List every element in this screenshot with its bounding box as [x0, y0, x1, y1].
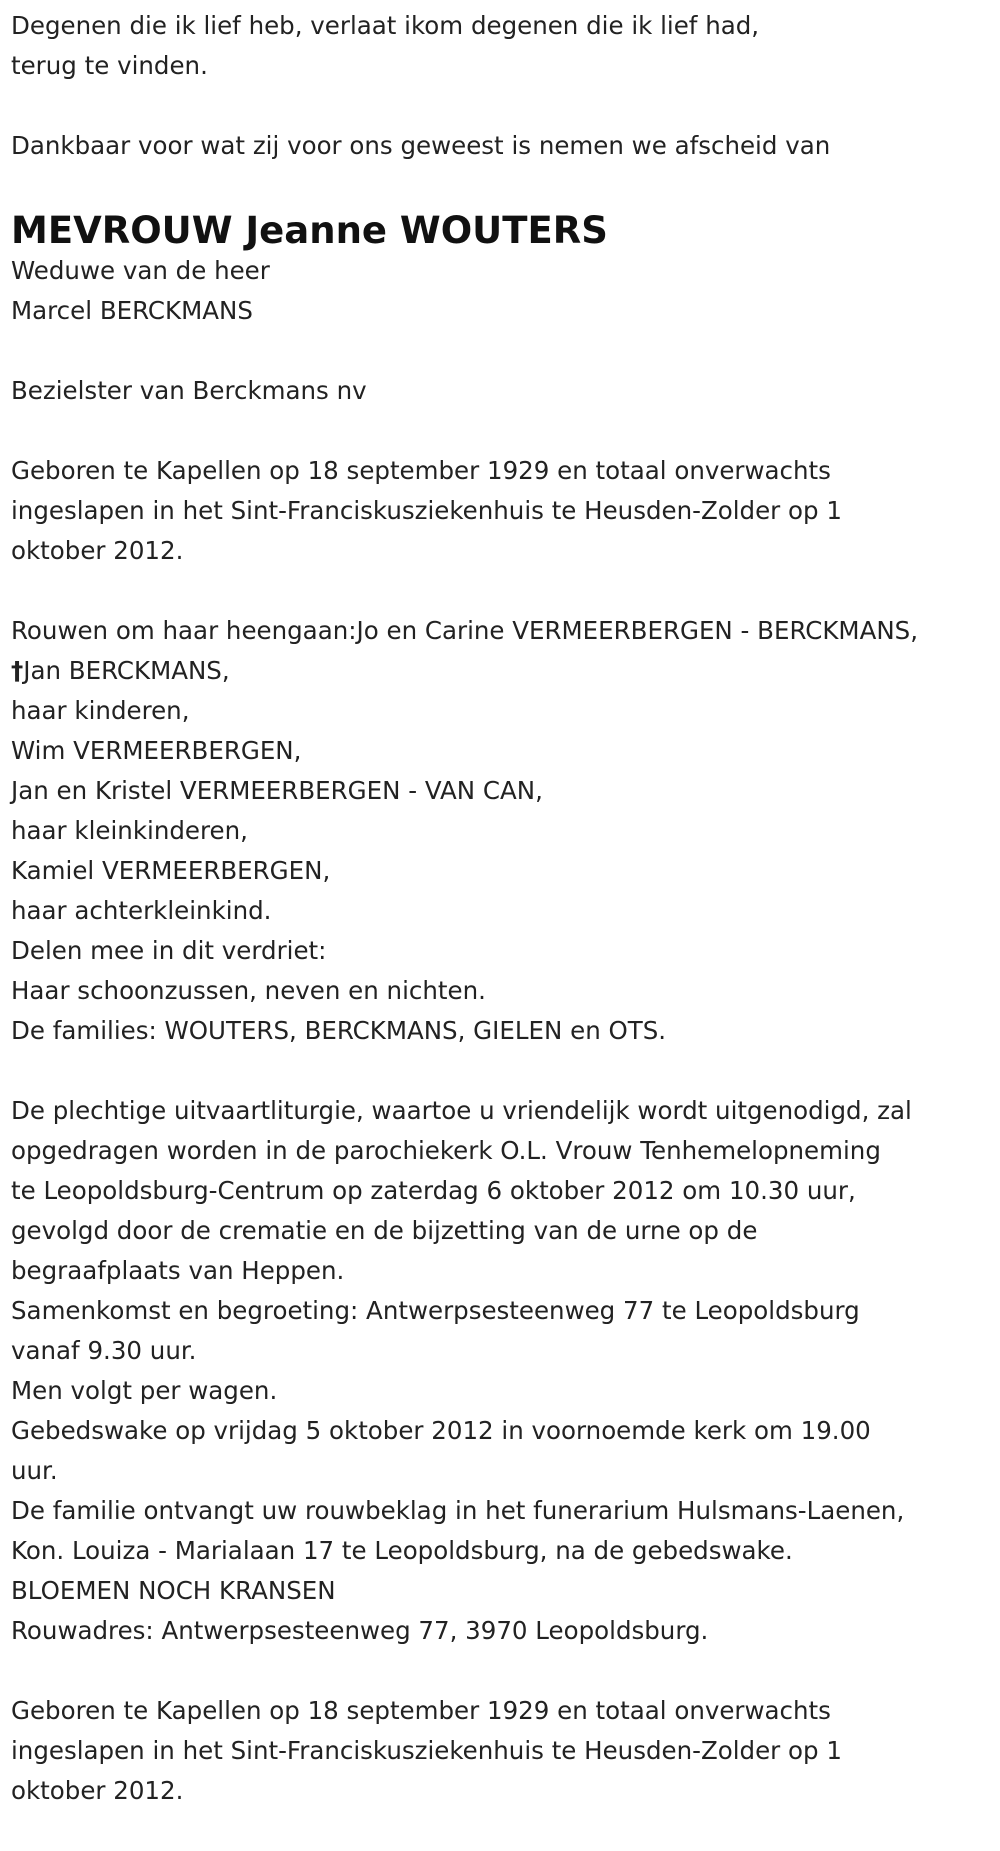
ceremony-line: BLOEMEN NOCH KRANSEN	[11, 1576, 336, 1605]
mourners-line: haar kleinkinderen,	[11, 816, 248, 845]
obituary-document	[11, 0, 996, 1851]
intro-line: Degenen die ik lief heb, verlaat ikom degenen die ik lief had,	[11, 11, 760, 40]
mourners-name: Jan BERCKMANS,	[23, 656, 230, 685]
deceased-name: MEVROUW Jeanne WOUTERS	[11, 209, 608, 252]
widow-line: Weduwe van de heer	[11, 256, 270, 285]
ceremony-line: De familie ontvangt uw rouwbeklag in het funerarium Hulsmans-Laenen,	[11, 1496, 905, 1525]
ceremony-line: uur.	[11, 1456, 58, 1485]
mourners-line: haar achterkleinkind.	[11, 896, 272, 925]
ceremony-line: vanaf 9.30 uur.	[11, 1336, 197, 1365]
ceremony-paragraph	[11, 1091, 996, 1651]
birth-paragraph-1	[11, 451, 996, 571]
intro-line: terug te vinden.	[11, 51, 208, 80]
ceremony-line: Kon. Louiza - Marialaan 17 te Leopoldsburg, na de gebedswake.	[11, 1536, 793, 1565]
ceremony-line: Samenkomst en begroeting: Antwerpsesteenweg 77 te Leopoldsburg	[11, 1296, 860, 1325]
birth-line: ingeslapen in het Sint-Franciskusziekenhuis te Heusden-Zolder op 1	[11, 496, 842, 525]
mourners-line: Delen mee in dit verdriet:	[11, 936, 327, 965]
widow-line: Marcel BERCKMANS	[11, 296, 253, 325]
thanks-paragraph	[11, 126, 996, 166]
mourners-paragraph	[11, 611, 996, 1051]
mourners-line: Haar schoonzussen, neven en nichten.	[11, 976, 486, 1005]
thanks-line: Dankbaar voor wat zij voor ons geweest is nemen we afscheid van	[11, 131, 831, 160]
ceremony-line: te Leopoldsburg-Centrum op zaterdag 6 oktober 2012 om 10.30 uur,	[11, 1176, 856, 1205]
birth-line: ingeslapen in het Sint-Franciskusziekenhuis te Heusden-Zolder op 1	[11, 1736, 842, 1765]
ceremony-line: gevolgd door de crematie en de bijzetting van de urne op de	[11, 1216, 758, 1245]
ceremony-line: Men volgt per wagen.	[11, 1376, 278, 1405]
mourners-line: Wim VERMEERBERGEN,	[11, 736, 302, 765]
role-paragraph	[11, 371, 996, 411]
ceremony-line: De plechtige uitvaartliturgie, waartoe u vriendelijk wordt uitgenodigd, zal	[11, 1096, 912, 1125]
birth-line: oktober 2012.	[11, 1776, 184, 1805]
mourners-line: Kamiel VERMEERBERGEN,	[11, 856, 331, 885]
birth-line: Geboren te Kapellen op 18 september 1929 en totaal onverwachts	[11, 456, 831, 485]
mourners-line: Jan en Kristel VERMEERBERGEN - VAN CAN,	[11, 776, 543, 805]
cross-icon: †	[11, 656, 24, 685]
mourners-line: haar kinderen,	[11, 696, 190, 725]
ceremony-line: opgedragen worden in de parochiekerk O.L. Vrouw Tenhemelopneming	[11, 1136, 881, 1165]
role-line: Bezielster van Berckmans nv	[11, 376, 367, 405]
birth-line: oktober 2012.	[11, 536, 184, 565]
ceremony-line: Rouwadres: Antwerpsesteenweg 77, 3970 Leopoldsburg.	[11, 1616, 709, 1645]
ceremony-line: begraafplaats van Heppen.	[11, 1256, 345, 1285]
mourners-line: De families: WOUTERS, BERCKMANS, GIELEN en OTS.	[11, 1016, 667, 1045]
mourners-line	[11, 651, 996, 691]
intro-quote	[11, 6, 996, 86]
birth-paragraph-2	[11, 1691, 996, 1811]
mourners-line: Rouwen om haar heengaan:Jo en Carine VERMEERBERGEN - BERCKMANS,	[11, 616, 919, 645]
birth-line: Geboren te Kapellen op 18 september 1929 en totaal onverwachts	[11, 1696, 831, 1725]
deceased-block	[11, 206, 996, 331]
ceremony-line: Gebedswake op vrijdag 5 oktober 2012 in voornoemde kerk om 19.00	[11, 1416, 871, 1445]
